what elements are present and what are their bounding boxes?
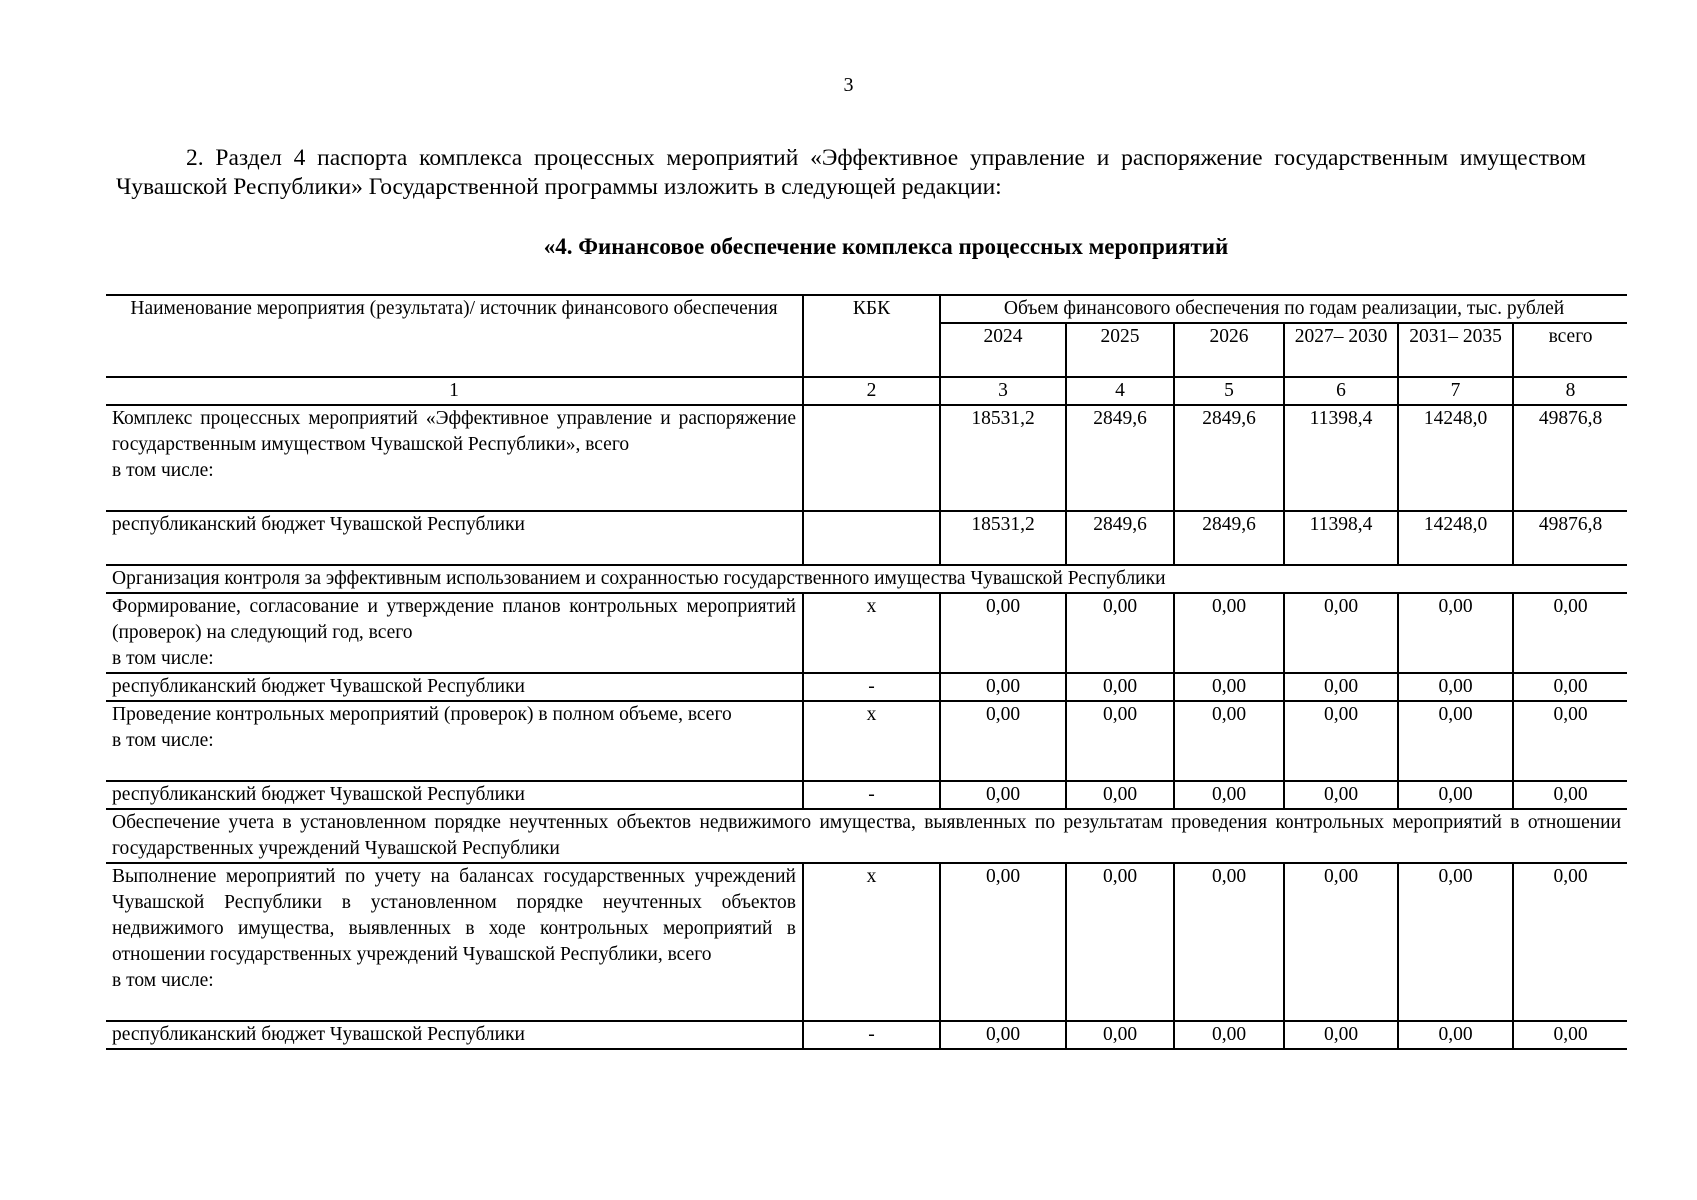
row-value: 0,00	[1174, 701, 1284, 781]
row-subnote: в том числе:	[112, 730, 214, 751]
section-heading: Обеспечение учета в установленном порядке неучтенных объектов недвижимого имущества, выявленных по результатам проведения контрольных мероприятий в отношении государственных учреждений Чувашской Республики	[106, 809, 1627, 863]
row-value: 0,00	[1066, 673, 1174, 701]
row-kbk	[803, 405, 940, 511]
row-value: 0,00	[1066, 593, 1174, 673]
row-value: 18531,2	[940, 511, 1066, 565]
row-value: 0,00	[1174, 863, 1284, 1021]
row-name-cell	[106, 863, 803, 1021]
row-value: 0,00	[1066, 781, 1174, 809]
row-value: 0,00	[1513, 701, 1627, 781]
row-value: 2849,6	[1174, 511, 1284, 565]
financing-table	[106, 294, 1627, 1050]
row-value: 0,00	[1174, 673, 1284, 701]
row-name-cell	[106, 593, 803, 673]
row-value: 0,00	[1398, 863, 1513, 1021]
row-value: 2849,6	[1066, 511, 1174, 565]
row-name: Комплекс процессных мероприятий «Эффективное управление и распоряжение государственным имуществом Чувашской Республики», всего	[112, 408, 796, 455]
table-row	[106, 1021, 1627, 1049]
row-value: 0,00	[940, 863, 1066, 1021]
row-subnote: в том числе:	[112, 460, 214, 481]
col-number: 2	[803, 377, 940, 405]
row-value: 0,00	[940, 593, 1066, 673]
row-kbk: -	[803, 1021, 940, 1049]
row-kbk: x	[803, 593, 940, 673]
row-name: Формирование, согласование и утверждение планов контрольных мероприятий (проверок) на следующий год, всего	[112, 596, 796, 643]
section-title: «4. Финансовое обеспечение комплекса процессных мероприятий	[543, 234, 1229, 259]
row-value: 0,00	[1066, 1021, 1174, 1049]
table-row	[106, 673, 1627, 701]
header-year: 2025	[1066, 323, 1174, 377]
section-heading: Организация контроля за эффективным использованием и сохранностью государственного имущества Чувашской Республики	[106, 565, 1627, 593]
table-row	[106, 593, 1627, 673]
row-value: 0,00	[1513, 863, 1627, 1021]
row-name-cell	[106, 701, 803, 781]
header-year: 2024	[940, 323, 1066, 377]
row-value: 0,00	[1284, 863, 1398, 1021]
row-value: 0,00	[940, 701, 1066, 781]
section-row	[106, 565, 1627, 593]
row-value: 0,00	[1284, 673, 1398, 701]
section-row	[106, 809, 1627, 863]
row-name-cell	[106, 405, 803, 511]
row-value: 0,00	[1398, 593, 1513, 673]
row-value: 0,00	[1066, 863, 1174, 1021]
row-subnote: в том числе:	[112, 970, 214, 991]
row-value: 0,00	[1284, 1021, 1398, 1049]
row-value: 14248,0	[1398, 511, 1513, 565]
col-number: 4	[1066, 377, 1174, 405]
row-value: 0,00	[1398, 1021, 1513, 1049]
header-total: всего	[1548, 326, 1593, 347]
table-row	[106, 405, 1627, 511]
table-header-row	[106, 295, 1627, 323]
row-value: 11398,4	[1284, 511, 1398, 565]
row-value: 18531,2	[940, 405, 1066, 511]
row-kbk	[803, 511, 940, 565]
row-value: 0,00	[940, 673, 1066, 701]
row-value: 11398,4	[1284, 405, 1398, 511]
column-numbers-row	[106, 377, 1627, 405]
row-kbk: x	[803, 701, 940, 781]
row-value: 49876,8	[1513, 405, 1627, 511]
row-kbk: -	[803, 781, 940, 809]
row-name: республиканский бюджет Чувашской Республики	[106, 1021, 803, 1049]
col-number: 5	[1174, 377, 1284, 405]
row-value: 0,00	[1398, 673, 1513, 701]
col-number: 7	[1398, 377, 1513, 405]
row-value: 0,00	[1066, 701, 1174, 781]
table-row	[106, 701, 1627, 781]
page-number: 3	[843, 74, 854, 96]
intro-paragraph: 2. Раздел 4 паспорта комплекса процессных мероприятий «Эффективное управление и распоряжение государственным имуществом Чувашской Республики» Государственной программы изложить в следующей редакции:	[116, 145, 1586, 200]
row-name: Проведение контрольных мероприятий (проверок) в полном объеме, всего	[112, 704, 732, 725]
row-value: 2849,6	[1174, 405, 1284, 511]
header-year: 2026	[1174, 323, 1284, 377]
row-name: Выполнение мероприятий по учету на балансах государственных учреждений Чувашской Республики в установленном порядке неучтенных объектов недвижимого имущества, выявленных в ходе контрольных мероприятий в отношении государственных учреждений Чувашской Республики, всего	[112, 866, 796, 965]
header-year: 2031– 2035	[1398, 323, 1513, 377]
row-value: 49876,8	[1513, 511, 1627, 565]
row-name: республиканский бюджет Чувашской Республики	[106, 673, 803, 701]
row-value: 0,00	[940, 781, 1066, 809]
row-value: 2849,6	[1066, 405, 1174, 511]
row-kbk: -	[803, 673, 940, 701]
row-value: 0,00	[1174, 1021, 1284, 1049]
row-kbk: x	[803, 863, 940, 1021]
row-value: 0,00	[1513, 1021, 1627, 1049]
row-value: 0,00	[1513, 673, 1627, 701]
row-value: 14248,0	[1398, 405, 1513, 511]
col-number: 6	[1284, 377, 1398, 405]
row-value: 0,00	[1513, 781, 1627, 809]
row-value: 0,00	[1284, 593, 1398, 673]
row-value: 0,00	[1174, 593, 1284, 673]
col-number: 3	[940, 377, 1066, 405]
header-kbk: КБК	[803, 295, 940, 377]
row-value: 0,00	[1284, 701, 1398, 781]
row-value: 0,00	[1513, 593, 1627, 673]
table-row	[106, 863, 1627, 1021]
col-number: 1	[106, 377, 803, 405]
header-name: Наименование мероприятия (результата)/ источник финансового обеспечения	[106, 295, 803, 377]
header-year: 2027– 2030	[1284, 323, 1398, 377]
table-row	[106, 781, 1627, 809]
row-name: республиканский бюджет Чувашской Республики	[106, 781, 803, 809]
row-value: 0,00	[1284, 781, 1398, 809]
row-name: республиканский бюджет Чувашской Республики	[106, 511, 803, 565]
col-number: 8	[1513, 377, 1627, 405]
table-row	[106, 511, 1627, 565]
row-value: 0,00	[1398, 701, 1513, 781]
row-value: 0,00	[940, 1021, 1066, 1049]
row-subnote: в том числе:	[112, 648, 214, 669]
row-value: 0,00	[1174, 781, 1284, 809]
row-value: 0,00	[1398, 781, 1513, 809]
header-volume: Объем финансового обеспечения по годам реализации, тыс. рублей	[940, 295, 1627, 323]
